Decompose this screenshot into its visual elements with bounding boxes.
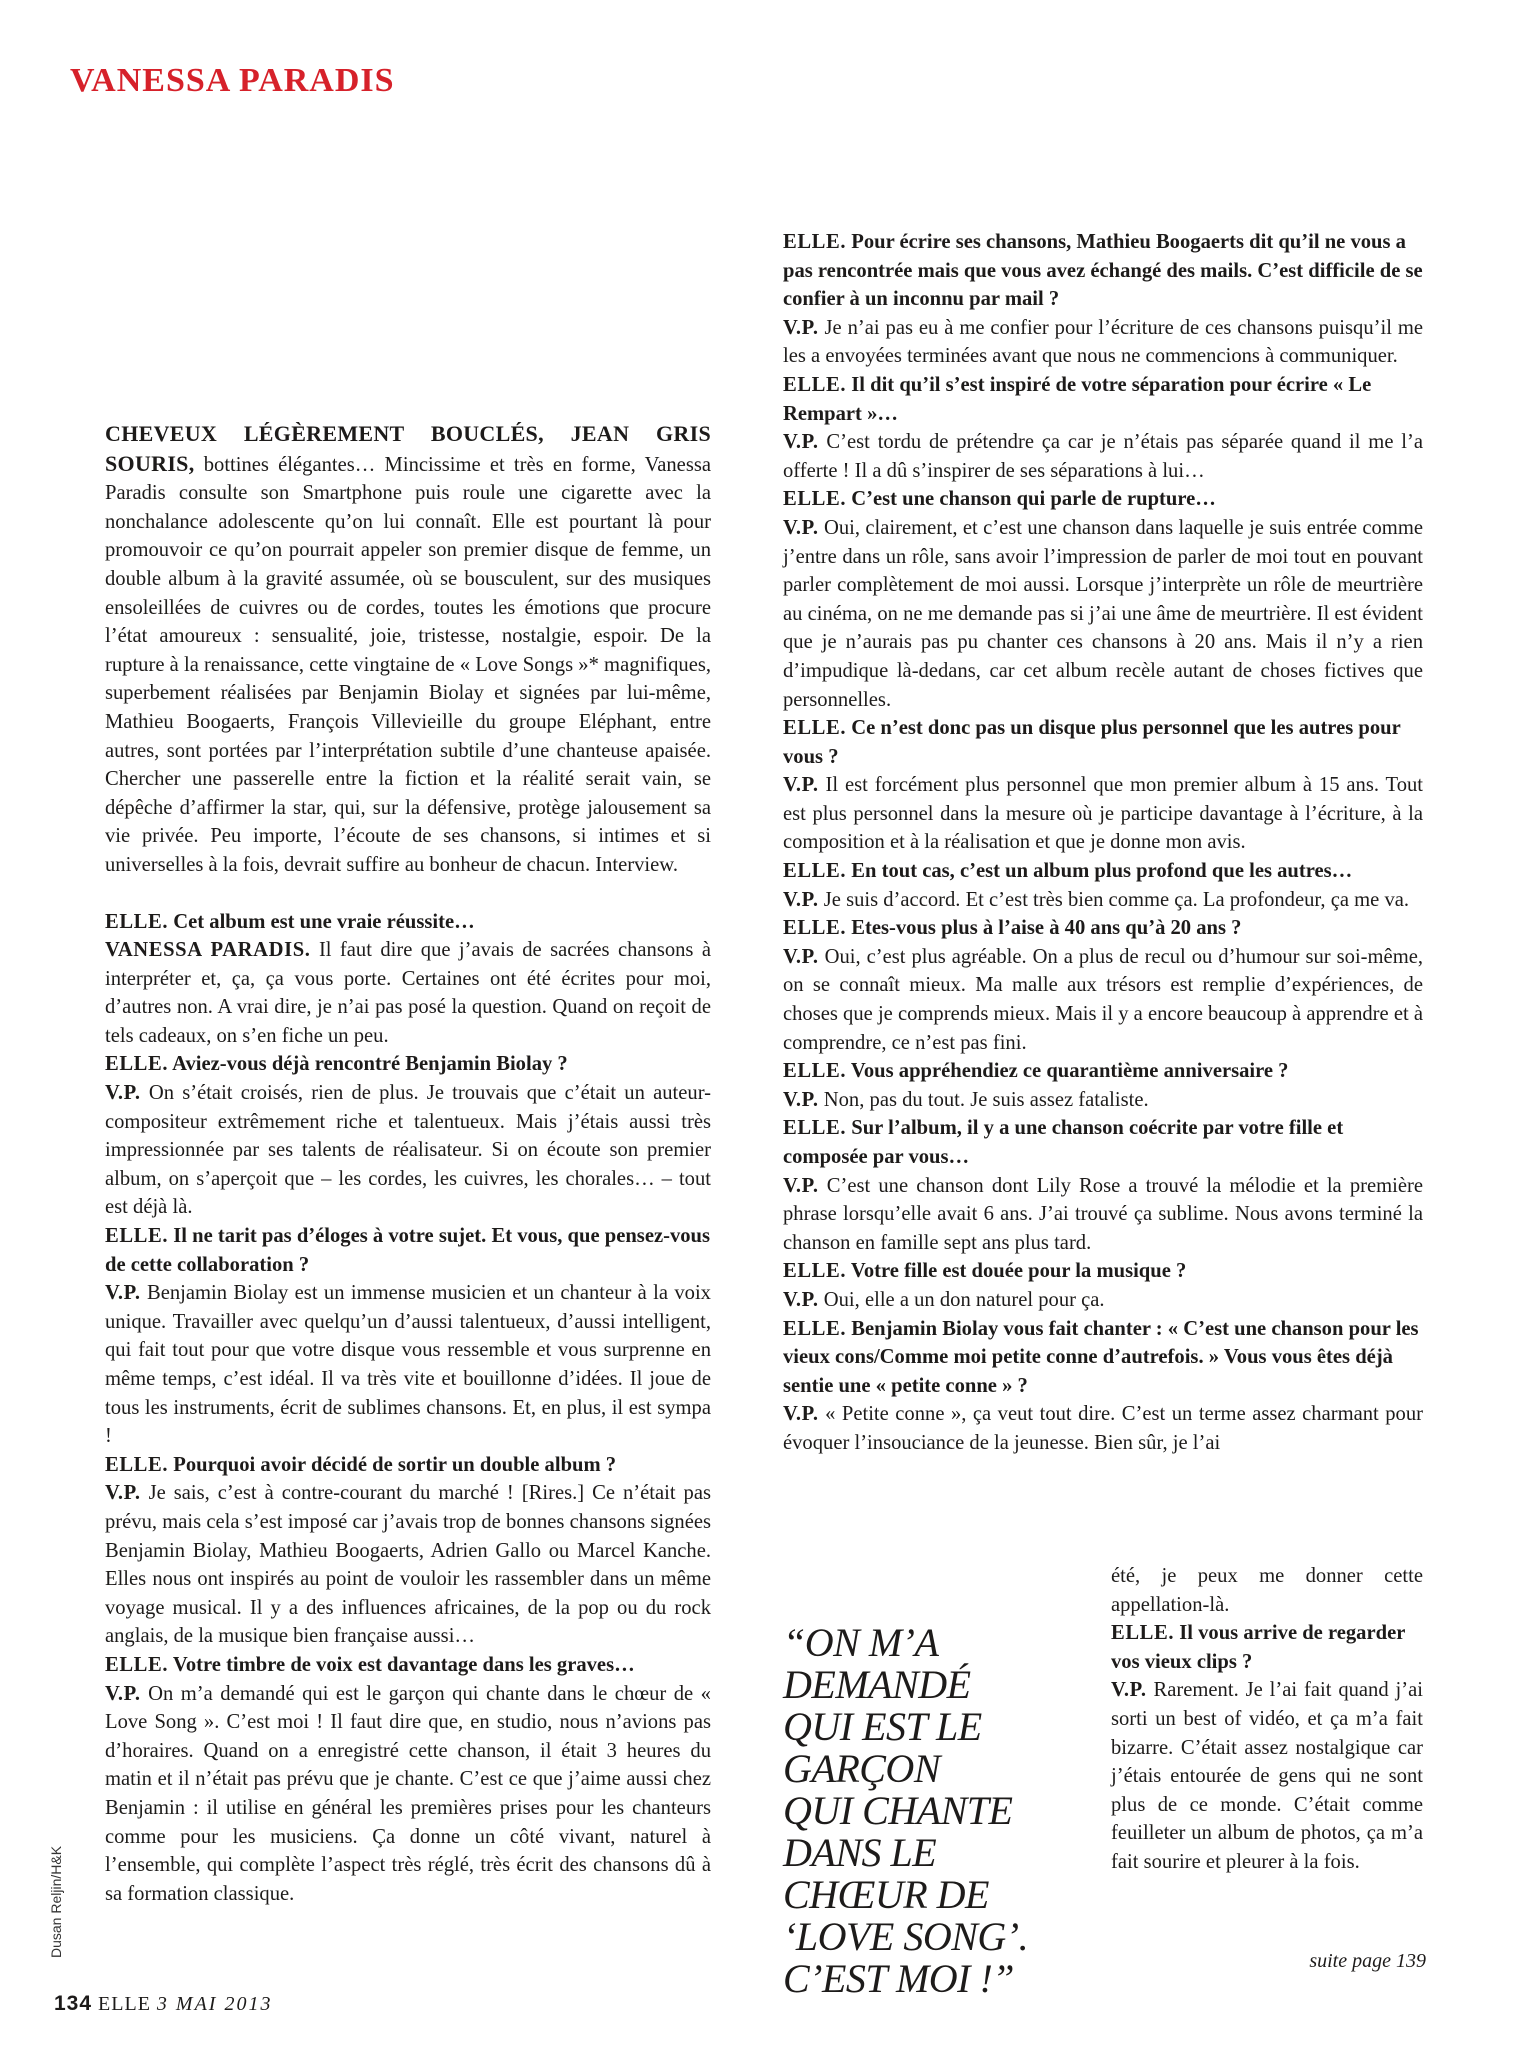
pull-quote-line: DANS LE: [783, 1830, 937, 1875]
column-right: [783, 228, 1423, 1458]
interview-text: Je sais, c’est à contre-courant du marché ! [Rires.] Ce n’était pas prévu, mais cela s’est imposé car j’avais trop de bonnes chansons signées Benjamin Biolay, Mathieu Boogaerts, Adrien Gallo ou Marcel Kanche. Elles nous ont inspirés au point de vouloir les rassembler dans un même voyage musical. Il y a des influences africaines, de la pop ou du rock anglais, de la musique bien française aussi…: [105, 1482, 711, 1648]
lede: [105, 420, 711, 880]
interview-question: [783, 485, 1423, 514]
interview-question: [105, 1451, 711, 1480]
interview-text: Votre timbre de voix est davantage dans les graves…: [172, 1653, 635, 1676]
interview-answer: [105, 1680, 711, 1909]
interview-answer: [783, 428, 1423, 485]
interview-right-narrow: [1111, 1562, 1423, 1877]
interview-text: Sur l’album, il y a une chanson coécrite par votre fille et composée par vous…: [783, 1117, 1344, 1168]
speaker-tag: ELLE.: [105, 1225, 169, 1248]
interview-answer: [783, 1400, 1423, 1457]
speaker-tag: ELLE.: [783, 917, 847, 940]
speaker-tag: ELLE.: [783, 373, 847, 396]
column-left: [105, 420, 711, 1908]
speaker-tag: ELLE.: [783, 231, 847, 253]
interview-question: [783, 1057, 1423, 1086]
interview-text: « Petite conne », ça veut tout dire. C’est un terme assez charmant pour évoquer l’insouciance de la jeunesse. Bien sûr, je l’ai: [783, 1403, 1423, 1454]
speaker-tag: V.P.: [783, 774, 819, 797]
interview-question: [105, 908, 711, 937]
interview-right: [783, 228, 1423, 1458]
interview-question: [105, 1050, 711, 1079]
continued-note: suite page 139: [1309, 1950, 1426, 1972]
interview-text: Vous appréhendiez ce quarantième anniversaire ?: [850, 1060, 1289, 1083]
interview-answer: [105, 1479, 711, 1651]
interview-answer: [783, 943, 1423, 1057]
interview-answer: [783, 1286, 1423, 1315]
interview-text: Oui, clairement, et c’est une chanson dans laquelle je suis entrée comme j’entre dans un rôle, sans avoir l’impression de parler de moi tout en pouvant parler complètement de moi aussi. Lorsque j’interprète un rôle de meurtrière au cinéma, on ne me demande pas si j’ai une âme de meurtrière. Il est évident que je n’aurais pas pu chanter ces chansons à 20 ans. Mais il n’y a rien d’impudique là-dedans, car cet album recèle autant de choses fictives que personnelles.: [783, 516, 1423, 711]
pull-quote-line: GARÇON: [783, 1746, 940, 1791]
speaker-tag: ELLE.: [783, 1317, 847, 1340]
speaker-tag: ELLE.: [783, 1117, 847, 1140]
interview-answer: [783, 514, 1423, 714]
speaker-tag: V.P.: [783, 316, 819, 339]
interview-text: Il dit qu’il s’est inspiré de votre séparation pour écrire « Le Rempart »…: [783, 373, 1372, 425]
interview-question: [783, 1114, 1423, 1171]
interview-text: Oui, elle a un don naturel pour ça.: [823, 1288, 1105, 1311]
pull-quote-line: CHŒUR DE: [783, 1872, 989, 1917]
interview-text: Pourquoi avoir décidé de sortir un double album ?: [173, 1453, 617, 1476]
interview-question: [105, 1651, 711, 1680]
interview-question: [783, 228, 1423, 314]
interview-text: Il ne tarit pas d’éloges à votre sujet. Et vous, que pensez-vous de cette collaboration ?: [105, 1225, 711, 1276]
speaker-tag: ELLE.: [105, 910, 169, 933]
spacer: [105, 880, 711, 908]
speaker-tag: ELLE.: [783, 488, 847, 511]
speaker-tag: V.P.: [783, 516, 819, 539]
speaker-tag: V.P.: [783, 945, 819, 968]
speaker-tag: V.P.: [105, 1282, 141, 1305]
pull-quote-line: DEMANDÉ: [783, 1662, 971, 1707]
interview-question: [783, 857, 1423, 886]
interview-text: Aviez-vous déjà rencontré Benjamin Biolay ?: [172, 1053, 568, 1076]
speaker-tag: V.P.: [783, 1403, 819, 1426]
speaker-tag: V.P.: [783, 431, 819, 454]
column-right-narrow: [1111, 1562, 1423, 1877]
interview-text: Ce n’est donc pas un disque plus personnel que les autres pour vous ?: [783, 717, 1401, 768]
speaker-tag: ELLE.: [783, 717, 847, 740]
speaker-tag: ELLE.: [105, 1653, 169, 1676]
interview-question: [783, 371, 1423, 428]
pull-quote-line: QUI CHANTE: [783, 1788, 1013, 1833]
issue-date: 3 MAI 2013: [156, 1993, 273, 2015]
speaker-tag: V.P.: [1111, 1679, 1147, 1702]
speaker-tag: ELLE.: [105, 1453, 169, 1476]
speaker-tag: ELLE.: [783, 860, 847, 883]
interview-text: Il vous arrive de regarder vos vieux clips ?: [1111, 1622, 1405, 1673]
interview-text: On m’a demandé qui est le garçon qui chante dans le chœur de « Love Song ». C’est moi ! Il faut dire que, en studio, nous n’avions pas d’horaires. Quand on a enregistré cette chanson, il était 3 heures du matin et il n’était pas prévu que je chante. C’est ce que j’aime aussi chez Benjamin : il utilise en général les premières prises pour les chanteurs comme pour les musiciens. Ça donne un côté vivant, naturel à l’ensemble, qui complète l’aspect très réglé, très écrit des chansons dû à sa formation classique.: [105, 1682, 711, 1905]
interview-text: C’est tordu de prétendre ça car je n’étais pas séparée quand il me l’a offerte ! Il a dû s’inspirer de ses séparations à lui…: [783, 431, 1423, 482]
interview-text: On s’était croisés, rien de plus. Je trouvais que c’était un auteur-compositeur extrêmement riche et talentueux. Mais j’étais aussi très impressionnée par ses talents de réalisateur. Si on écoute son premier album, on s’aperçoit que – les cordes, les cuivres, les chorales… – tout est déjà là.: [105, 1082, 712, 1219]
speaker-tag: V.P.: [105, 1082, 141, 1105]
interview-text: Etes-vous plus à l’aise à 40 ans qu’à 20 ans ?: [851, 917, 1242, 940]
interview-answer: [105, 1279, 711, 1451]
photo-credit: Dusan Reljin/H&K: [48, 1845, 64, 1958]
speaker-tag: V.P.: [783, 1088, 819, 1111]
page-number: 134: [54, 1992, 93, 2015]
interview-left: [105, 908, 711, 1909]
interview-answer: [1111, 1676, 1423, 1876]
speaker-tag: ELLE.: [783, 1260, 847, 1283]
lede-caps: CHEVEUX LÉGÈREMENT BOUCLÉS, JEAN GRIS SOURIS,: [105, 421, 711, 476]
magazine-name: ELLE: [98, 1993, 151, 2015]
pull-quote: [783, 1622, 1093, 2000]
folio: [54, 1992, 272, 2016]
interview-text: C’est une chanson dont Lily Rose a trouvé la mélodie et la première phrase lorsqu’elle avait 6 ans. J’ai trouvé ça sublime. Nous avons terminé la chanson en famille sept ans plus tard.: [783, 1174, 1423, 1254]
interview-question: [783, 1257, 1423, 1286]
speaker-tag: V.P.: [105, 1482, 141, 1505]
interview-text: Oui, c’est plus agréable. On a plus de recul ou d’humour sur soi-même, on se connaît mieux. Ma malle aux trésors est remplie d’expériences, de choses que je comprends mieux. Mais il y a encore beaucoup à apprendre et à comprendre, ce n’est pas fini.: [783, 945, 1423, 1054]
interview-answer: [783, 1172, 1423, 1258]
speaker-tag: V.P.: [105, 1682, 141, 1705]
speaker-tag: V.P.: [783, 1174, 819, 1197]
speaker-tag: ELLE.: [105, 1053, 169, 1076]
interview-text: Il est forcément plus personnel que mon premier album à 15 ans. Tout est plus personnel dans la mesure où je participe davantage à l’écriture, à la composition et à la réalisation et que je donne mon avis.: [783, 774, 1424, 854]
pull-quote-line: QUI EST LE: [783, 1704, 982, 1749]
interview-answer: [783, 886, 1423, 915]
speaker-tag: ELLE.: [1111, 1622, 1175, 1645]
pull-quote-line: ‘LOVE SONG’.: [783, 1914, 1029, 1959]
lede-text: bottines élégantes… Mincissime et très en forme, Vanessa Paradis consulte son Smartphone puis roule une cigarette avec la nonchalance adolescente qu’on lui connaît. Elle est pourtant là pour promouvoir ce qu’on pourrait appeler son premier disque de femme, un double album à la gravité assumée, où se bousculent, sur des musiques ensoleillées de cuivres ou de cordes, toutes les émotions que procure l’état amoureux : sensualité, joie, tristesse, nostalgie, espoir. De la rupture à la renaissance, cette vingtaine de « Love Songs »* magnifiques, superbement réalisées par Benjamin Biolay et signées par lui-même, Mathieu Boogaerts, François Villevieille du groupe Eléphant, entre autres, sont portées par l’interprétation subtile d’une chanteuse apaisée. Chercher une passerelle entre la fiction et la réalité serait vain, se dépêche d’affirmer la star, qui, sur la défensive, protège jalousement sa vie privée. Peu importe, l’écoute de ses chansons, si intimes et si universelles à la fois, devrait suffire au bonheur de chacun. Interview.: [105, 453, 711, 876]
interview-answer: [105, 936, 711, 1050]
interview-text: Cet album est une vraie réussite…: [173, 910, 475, 933]
interview-answer: [783, 771, 1423, 857]
interview-answer: [1111, 1562, 1423, 1619]
speaker-tag: VANESSA PARADIS.: [105, 939, 311, 962]
interview-text: Benjamin Biolay est un immense musicien et un chanteur à la voix unique. Travailler avec quelqu’un d’aussi talentueux, d’aussi intelligent, qui fait tout pour que votre disque vous ressemble et vous surprenne en même temps, c’est idéal. Il va très vite et bouillonne d’idées. Il joue de tous les instruments, écrit de sublimes chansons. Et, en plus, il est sympa !: [105, 1282, 711, 1448]
interview-text: En tout cas, c’est un album plus profond que les autres…: [851, 860, 1353, 883]
interview-question: [783, 714, 1423, 771]
speaker-tag: V.P.: [783, 1288, 819, 1311]
interview-text: été, je peux me donner cette appellation-là.: [1111, 1565, 1423, 1616]
interview-text: Je suis d’accord. Et c’est très bien comme ça. La profondeur, ça me va.: [823, 888, 1410, 911]
pull-quote-line: C’EST MOI !”: [783, 1956, 1015, 2001]
pull-quote-line: “ON M’A: [783, 1620, 939, 1665]
interview-answer: [783, 314, 1423, 371]
interview-text: Non, pas du tout. Je suis assez fataliste.: [823, 1088, 1149, 1111]
interview-text: Il faut dire que j’avais de sacrées chansons à interpréter et, ça, ça vous porte. Certaines ont été écrites pour moi, d’autres non. A vrai dire, je n’ai pas posé la question. Quand on reçoit de tels cadeaux, on s’en fiche un peu.: [105, 939, 712, 1047]
interview-question: [783, 914, 1423, 943]
interview-question: [783, 1315, 1423, 1401]
interview-text: Je n’ai pas eu à me confier pour l’écriture de ces chansons puisqu’il me les a envoyées terminées avant que nous ne commencions à communiquer.: [783, 316, 1423, 368]
interview-answer: [783, 1086, 1423, 1115]
interview-text: C’est une chanson qui parle de rupture…: [851, 488, 1216, 511]
speaker-tag: V.P.: [783, 888, 819, 911]
speaker-tag: ELLE.: [783, 1060, 847, 1083]
interview-question: [1111, 1619, 1423, 1676]
interview-text: Rarement. Je l’ai fait quand j’ai sorti un best of vidéo, et ça m’a fait bizarre. C’était assez nostalgique car j’étais entourée de gens qui ne sont plus de ce monde. C’était comme feuilleter un album de photos, ça m’a fait sourire et pleurer à la fois.: [1111, 1679, 1423, 1873]
interview-answer: [105, 1079, 711, 1222]
interview-text: Votre fille est douée pour la musique ?: [850, 1260, 1187, 1283]
interview-question: [105, 1222, 711, 1279]
interview-text: Benjamin Biolay vous fait chanter : « C’est une chanson pour les vieux cons/Comme moi petite conne d’autrefois. » Vous vous êtes déjà sentie une « petite conne » ?: [783, 1317, 1419, 1397]
interview-text: Pour écrire ses chansons, Mathieu Boogaerts dit qu’il ne vous a pas rencontrée mais que vous avez échangé des mails. C’est difficile de se confier à un inconnu par mail ?: [783, 231, 1423, 311]
section-title: VANESSA PARADIS: [70, 62, 395, 99]
